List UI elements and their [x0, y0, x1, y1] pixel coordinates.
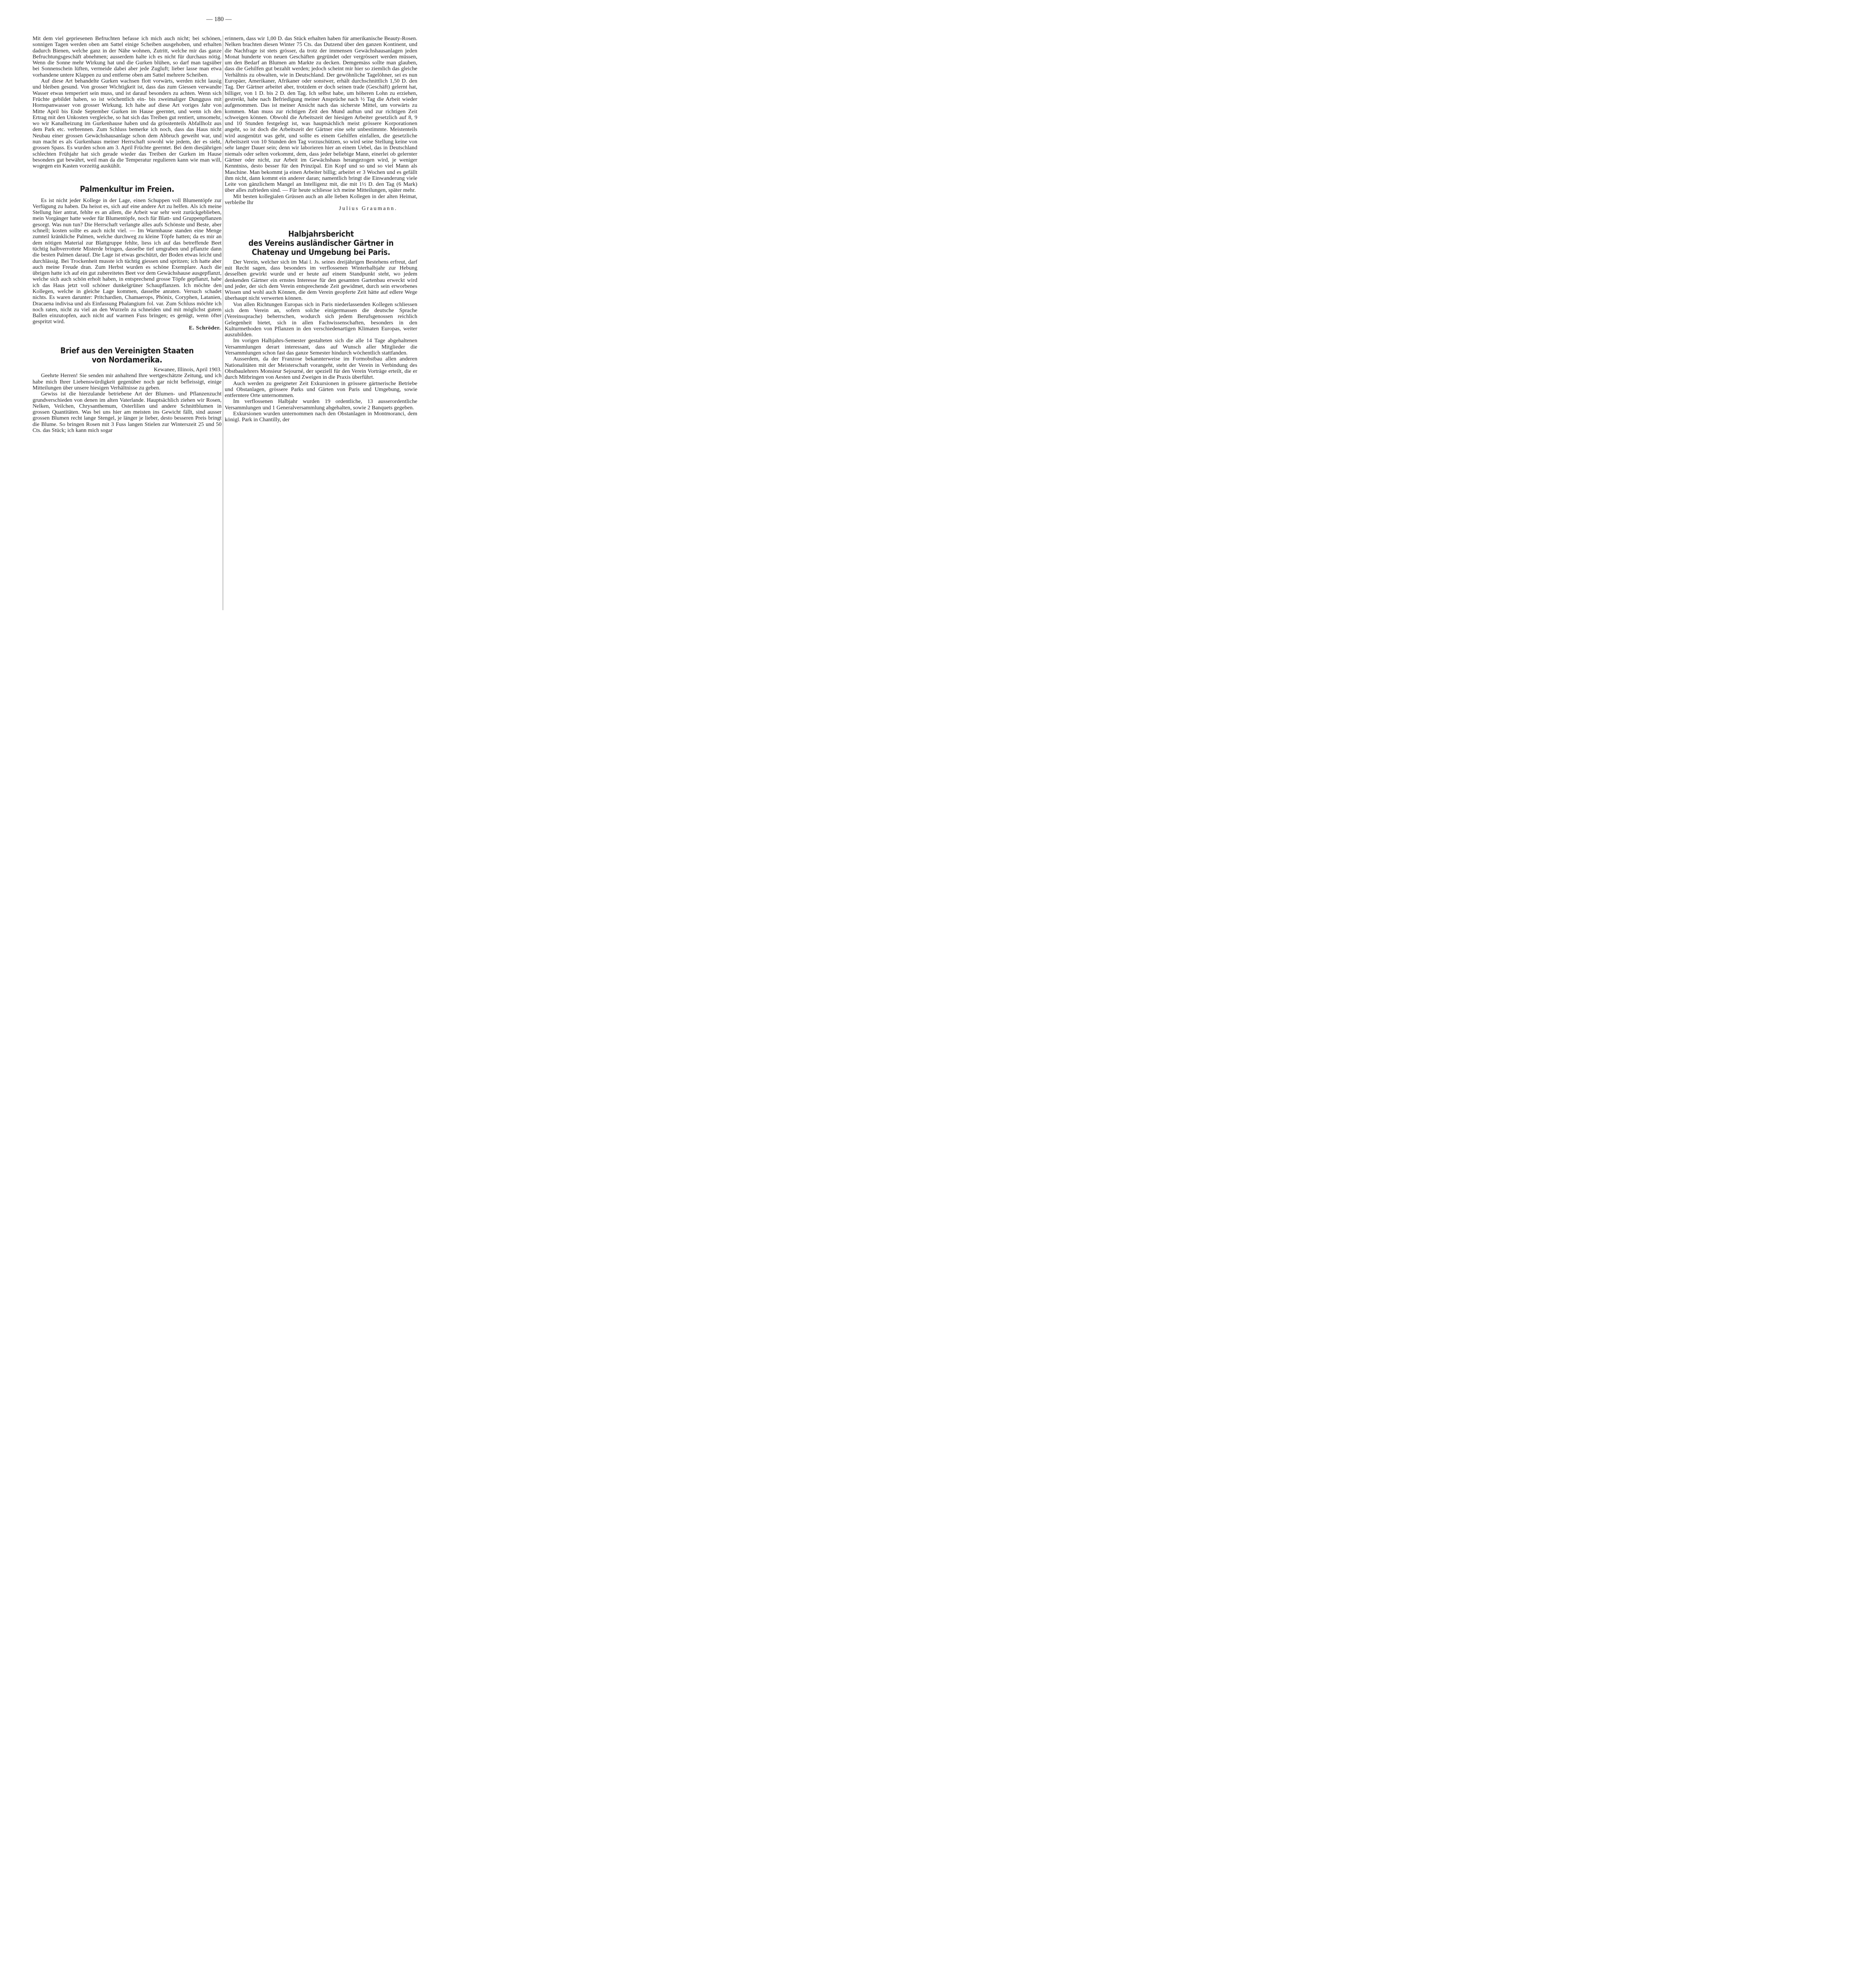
bericht-paragraph-1: Der Verein, welcher sich im Mai l. Js. seines dreijährigen Bestehens erfreut, darf mit Recht sagen, dass besonders im verflossenen Winterhalbjahr zur Hebung desselben gewirkt wurde und er heute auf einem Standpunkt steht, wo jedem denkenden Gärtner ein ernstes Interesse für den gesamten Gartenbau erweckt wird und jeder, der sich dem Verein entsprechende Zeit gewidmet, durch sein erworbenes Wissen und wohl auch Können, die dem Verein geopferte Zeit hätte auf edlere Wege überhaupt nicht verwerten können.: [225, 258, 417, 302]
bericht-heading-line-3: Chatenay und Umgebung bei Paris.: [252, 247, 390, 257]
newspaper-page: [0, 0, 438, 624]
bericht-paragraph-2: Von allen Richtungen Europas sich in Paris niederlassenden Kollegen schliessen sich dem Verein an, sofern solche einigermassen die deutsche Sprache (Vereinssprache) beherrschen, wodurch sich jedem Berufsgenossen reichlich Gelegenheit bietet, sich in allen Fachwissenschaften, besonders in den Kulturmethoden von Pflanzen in den verschiedenartigen Klimaten Europas, weiter auszubilden.: [225, 301, 417, 338]
palmen-body: Es ist nicht jeder Kollege in der Lage, einen Schuppen voll Blumentöpfe zur Verfügung zu haben. Da heisst es, sich auf eine andere Art zu helfen. Als ich meine Stellung hier antrat, fehlte es an allem, die Arbeit war sehr weit zurückgeblieben, mein Vorgänger hatte weder für Blumentöpfe, noch für Blatt- und Gruppenpflanzen gesorgt. Was nun tun? Die Herrschaft verlangte alles aufs Schönste und Beste, aber schnell; kosten sollte es auch nicht viel. — Im Warmhause standen eine Menge zumteil kränkliche Palmen, welche durchweg zu kleine Töpfe hatten; da es mir an dem nötigen Material zur Blattgruppe fehlte, liess ich auf das betreffende Beet tüchtig halbverrottete Misterde bringen, dasselbe tief umgraben und pflanzte dann die besten Palmen darauf. Die Lage ist etwas geschützt, der Boden etwas leicht und durchlässig. Bei Trockenheit musste ich tüchtig giessen und spritzen; ich hatte aber auch meine Freude dran. Zum Herbst wurden es schöne Exemplare. Auch die übrigen hatte ich auf ein gut zubereitetes Beet vor dem Gewächshause ausgepflanzt, welche sich auch schön erholt haben, in entsprechend grosse Töpfe gepflanzt, habe ich das Haus jetzt voll schöner dunkelgrüner Schaupflanzen. Ich möchte den Kollegen, welche in gleiche Lage kommen, dasselbe anraten. Versuch schadet nichts. Es waren darunter: Pritchardien, Chamaerops, Phönix, Coryphen, Latanien, Dracaena indivisa und als Einfassung Phalangium fol. var. Zum Schluss möchte ich noch raten, nicht zu viel an den Wurzeln zu schneiden und mit möglichst gutem Ballen einzutopfen, auch nicht auf warmen Fuss bringen; es genügt, wenn öfter gespritzt wird.: [33, 197, 222, 325]
brief-paragraph-1: Geehrte Herren! Sie senden mir anhaltend Ihre wertgeschätzte Zeitung, und ich habe mich Ihrer Liebenswürdigkeit gegenüber noch gar nicht befleissigt, einige Mitteilungen über unsere hiesigen Verhältnisse zu geben.: [33, 372, 222, 391]
page-number: — 180 —: [206, 16, 232, 23]
brief-signature: Julius Graumann.: [339, 205, 397, 212]
bericht-heading-line-2: des Vereins ausländischer Gärtner in: [248, 238, 394, 248]
brief-dateline: Kewanee, Illinois, April 1903.: [154, 366, 222, 373]
section-spacer: [225, 212, 417, 229]
bericht-heading-line-1: Halbjahrsbericht: [288, 229, 354, 239]
brief-continued-paragraph-1: erinnern, dass wir 1,00 D. das Stück erhalten haben für amerikanische Beauty-Rosen. Nelken brachten diesen Winter 75 Cts. das Dutzend über den ganzen Kontinent, und die Nachfrage ist stets grösser, da trotz der immensen Gewächshausanlagen jeden Monat hunderte von neuen Geschäften gegründet oder vergrössert werden müssen, um den Bedarf an Blumen am Markte zu decken. Demgemäss sollte man glauben, dass die Gehilfen gut bezahlt werden; jedoch scheint mir hier so ziemlich das gleiche Verhältnis zu obwalten, wie in Deutschland. Der gewöhnliche Tagelöhner, sei es nun Europäer, Amerikaner, Afrikaner oder sonstwer, erhält durchschnittlich 1,50 D. den Tag. Der Gärtner arbeitet aber, trotzdem er doch seinen trade (Geschäft) gelernt hat, billiger, von 1 D. bis 2 D. den Tag. Ich selbst habe, um höheren Lohn zu erziehen, gestreikt, habe nach Befriedigung meiner Ansprüche nach ½ Tag die Arbeit wieder aufgenommen. Das ist meiner Ansicht nach das sicherste Mittel, um vorwärts zu kommen. Man muss zur richtigen Zeit den Mund auftun und zur richtigen Zeit schweigen können. Obwohl die Arbeitszeit der hiesigen Arbeiter gesetzlich auf 8, 9 und 10 Stunden festgelegt ist, was hauptsächlich meist grössere Korporationen angeht, so ist doch die Arbeitszeit der Gärtner eine sehr unbestimmte. Meistenteils wird ausgenützt was geht, und sollte es einem Gehilfen einfallen, die gesetzliche Arbeitszeit von 10 Stunden den Tag vorzuschützen, so wird seine Stellung keine von sehr langer Dauer sein; denn wir laborieren hier an einem Uebel, das in Deutschland niemals oder selten vorkommt, dem, dass jeder beliebige Mann, einerlei ob gelernter Gärtner oder nicht, zur Arbeit im Gewächshaus herangezogen wird, je weniger Kenntniss, desto besser für den Prinzipal. Ein Kopf und so und so viel Mann als Maschine. Man bekommt ja einen Arbeiter billig; arbeitet er 3 Wochen und es gefällt ihm nicht, dann kommt ein anderer daran; namentlich bringt die Einwanderung viele Leite von gänzlichem Mangel an Intelligenz mit, die mit 1½ D. den Tag (6 Mark) über alles zufrieden sind. — Für heute schliesse ich meine Mitteilungen, später mehr.: [225, 35, 417, 194]
bericht-paragraph-6: Im verflossenen Halbjahr wurden 19 ordentliche, 13 ausserordentliche Versammlungen und 1 Generalversammlung abgehalten, sowie 2 Banquets gegeben.: [225, 398, 417, 411]
section-spacer: [33, 331, 222, 346]
gurken-paragraph-1: Mit dem viel gepriesenen Befruchten befasse ich mich auch nicht; bei schönen, sonnigen Tagen werden oben am Sattel einige Scheiben ausgehoben, und erhalten dadurch Bienen, welche ganz in der Nähe wohnen, Zutritt, welche mir das ganze Befruchtungsgeschäft abnehmen; ausserdem halte ich es nicht für durchaus nötig. Wenn die Sonne mehr Wirkung hat und die Gurken blühen, so darf man tagsüber bei Sonnenschein lüften, vermeide dabei aber jede Zugluft; lieber lasse man etwa vorhandene untere Klappen zu und entferne oben am Sattel mehrere Scheiben.: [33, 35, 222, 78]
right-column: [225, 36, 417, 423]
gurken-paragraph-2: Auf diese Art behandelte Gurken wachsen flott vorwärts, werden nicht lausig und bleiben gesund. Von grosser Wichtigkeit ist, dass das zum Giessen verwandte Wasser etwas temperiert sein muss, und ist darauf besonders zu achten. Wenn sich Früchte gebildet haben, so ist wöchentlich ein- bis zweimaliger Dungguss mit Hornspanwasser von grosser Wirkung. Ich habe auf diese Art voriges Jahr von Mitte April bis Ende September Gurken im Hause geerntet, und wenn ich den Ertrag mit den Unkosten vergleiche, so hat sich das Treiben gut rentiert, umsomehr, wo wir Kanalheizung im Gurkenhause haben und da grösstenteils Abfallholz aus dem Park etc. verbrennen. Zum Schluss bemerke ich noch, dass das Haus nicht Neubau einer grossen Gewächshausanlage schon dem Abbruch geweiht war, und nun macht es als Gurkenhaus meiner Herrschaft sowohl wie jedem, der es sieht, grossen Spass. Es wurden schon am 3. April Früchte geerntet. Bei dem diesjährigen schlechten Frühjahr hat sich gerade wieder das Treiben der Gurken im Hause besonders gut bewährt, weil man da die Temperatur regulieren kann wie man will, wogegen ein Kasten vorzeitig auskühlt.: [33, 78, 222, 170]
bericht-paragraph-7: Exkursionen wurden unternommen nach den Obstanlagen in Montmoranci, dem königl. Park in Chantilly, der: [225, 410, 417, 423]
brief-continued-paragraph-2: Mit besten kollegialen Grüssen auch an alle lieben Kollegen in der alten Heimat, verbleibe Ihr: [225, 193, 417, 206]
bericht-paragraph-3: Im vorigen Halbjahrs-Semester gestalteten sich die alle 14 Tage abgehaltenen Versammlungen derart interessant, dass auf Wunsch aller Mitglieder die Versammlungen schon fast das ganze Semester hindurch wöchentlich stattfanden.: [225, 337, 417, 357]
brief-paragraph-2: Gewiss ist die hierzulande betriebene Art der Blumen- und Pflanzenzucht grundverschieden von denen im alten Vaterlande. Hauptsächlich ziehen wir Rosen, Nelken, Veilchen, Chrysanthemum, Osterlilien und andere Schnittblumen in grossen Quantitäten. Was bei uns hier am meisten ins Gewicht fällt, sind ausser grossen Blumen recht lange Stengel, je länger je lieber, desto besseren Preis bringt die Blume. So bringen Rosen mit 3 Fuss langen Stielen zur Winterszeit 25 und 50 Cts. das Stück; ich kann mich sogar: [33, 391, 222, 434]
brief-heading-line-2: von Nordamerika.: [92, 355, 162, 365]
palmen-signature: E. Schröder.: [189, 324, 221, 331]
bericht-paragraph-4: Ausserdem, da der Franzose bekannterweise im Formobstbau allen anderen Nationalitäten mit der Meisterschaft vorangeht, steht der Verein in Verbindung des Obstbaulehrers Monsieur Sejourné, der speziell für den Verein Vorträge erteilt, die er durch Mitbringen von Aesten und Zweigen in die Praxis überführt.: [225, 356, 417, 381]
bericht-paragraph-5: Auch werden zu geeigneter Zeit Exkursionen in grössere gärtnerische Betriebe und Obstanlagen, grössere Parks und Gärten von Paris und Umgebung, sowie entferntere Orte unternommen.: [225, 380, 417, 399]
section-spacer: [33, 170, 222, 185]
brief-heading-line-1: Brief aus den Vereinigten Staaten: [60, 346, 194, 356]
palmen-heading: Palmenkultur im Freien.: [80, 184, 174, 194]
left-column: [33, 36, 222, 434]
